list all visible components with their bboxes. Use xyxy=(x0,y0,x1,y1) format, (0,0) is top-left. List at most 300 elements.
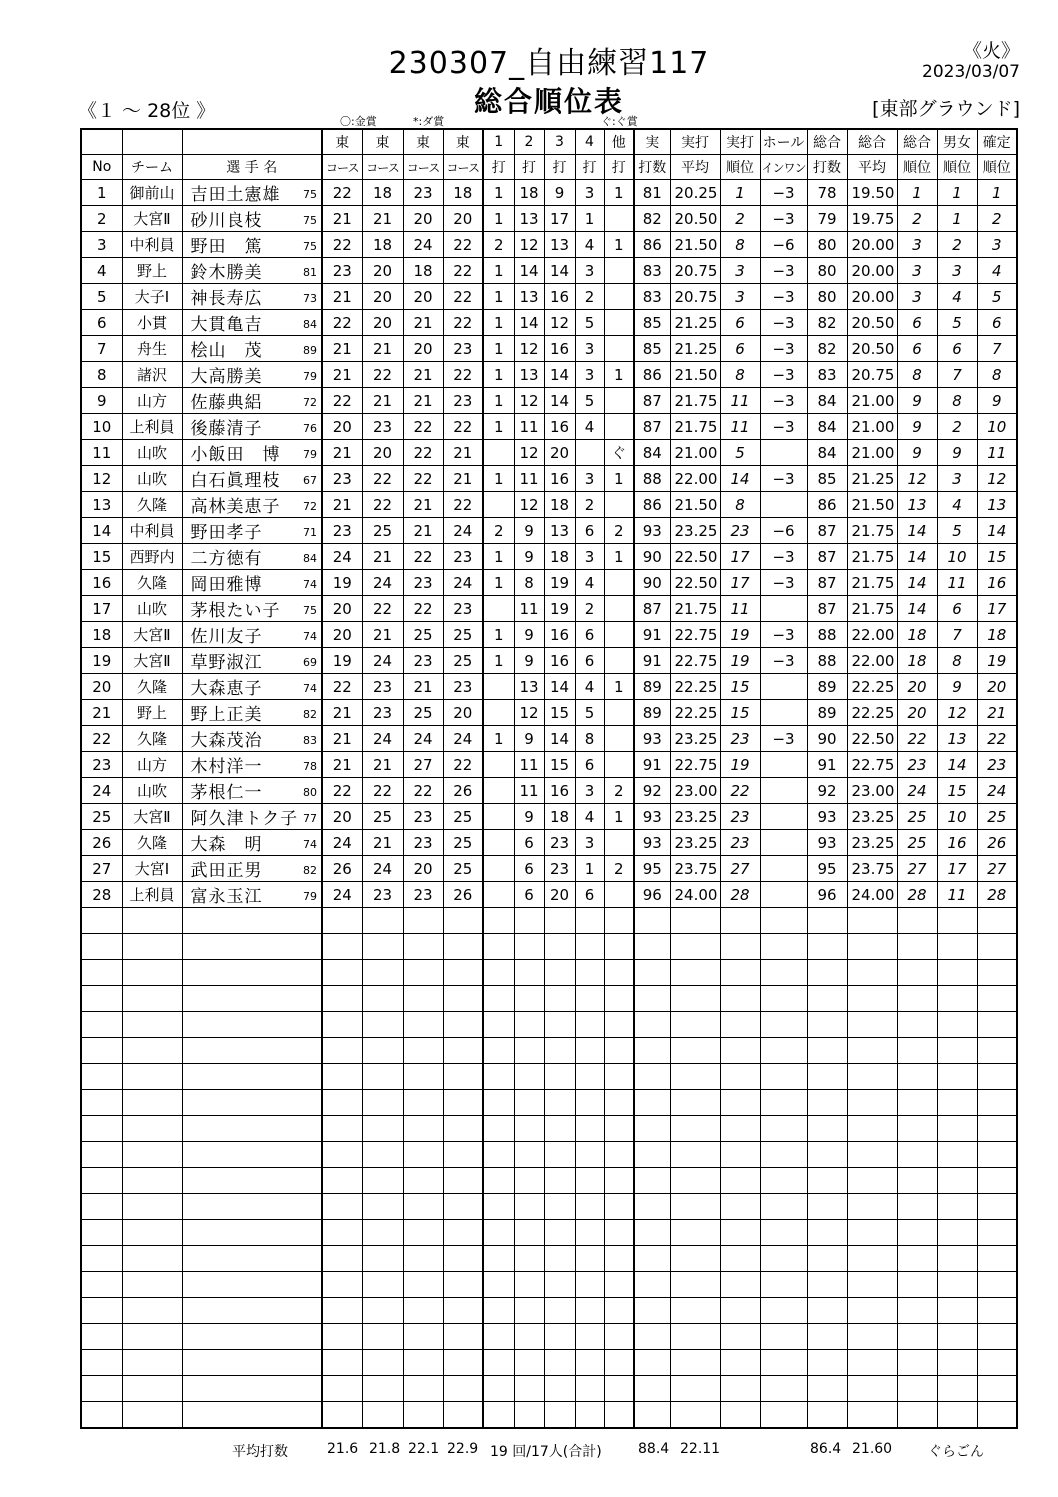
empty-cell xyxy=(575,960,604,986)
empty-cell xyxy=(670,1038,720,1064)
value-cell: 87 xyxy=(807,544,847,570)
empty-cell xyxy=(403,1220,443,1246)
value-cell: 3 xyxy=(897,258,937,284)
value-cell: 21 xyxy=(977,700,1017,726)
player-cell xyxy=(182,778,322,804)
header-cell xyxy=(81,129,122,155)
team-cell: 上利員 xyxy=(122,414,182,440)
player-cell xyxy=(182,336,322,362)
value-cell: 80 xyxy=(807,232,847,258)
empty-cell xyxy=(403,908,443,934)
value-cell: 23 xyxy=(443,544,483,570)
empty-cell xyxy=(575,986,604,1012)
empty-cell xyxy=(122,986,182,1012)
empty-cell xyxy=(483,1012,514,1038)
value-cell: 26 xyxy=(322,856,362,882)
empty-cell xyxy=(122,1012,182,1038)
value-cell xyxy=(760,804,807,830)
empty-cell xyxy=(760,1194,807,1220)
value-cell: −3 xyxy=(760,258,807,284)
value-cell: −3 xyxy=(760,544,807,570)
value-cell: −6 xyxy=(760,518,807,544)
empty-cell xyxy=(514,1324,544,1350)
empty-cell xyxy=(322,1220,362,1246)
value-cell: 20 xyxy=(362,440,403,466)
value-cell: 22.50 xyxy=(670,570,720,596)
empty-cell xyxy=(322,1090,362,1116)
empty-cell xyxy=(760,1168,807,1194)
value-cell: 28 xyxy=(720,882,760,908)
value-cell xyxy=(760,856,807,882)
empty-cell xyxy=(670,908,720,934)
value-cell: 13 xyxy=(514,206,544,232)
empty-cell xyxy=(81,1168,122,1194)
value-cell: 7 xyxy=(977,336,1017,362)
value-cell: 18 xyxy=(544,804,575,830)
value-cell: 9 xyxy=(977,388,1017,414)
value-cell: 1 xyxy=(483,336,514,362)
value-cell: 83 xyxy=(634,258,670,284)
player-name: 小飯田 博 xyxy=(190,445,281,465)
table-row xyxy=(81,518,1017,544)
footer-total-total: 86.4 xyxy=(810,1441,842,1457)
player-age: 72 xyxy=(303,500,317,513)
player-age: 77 xyxy=(303,812,317,825)
value-cell: 28 xyxy=(977,882,1017,908)
empty-cell xyxy=(937,1194,977,1220)
value-cell: 19 xyxy=(720,752,760,778)
value-cell: 20 xyxy=(897,674,937,700)
rank-no-cell: 11 xyxy=(81,440,122,466)
empty-cell xyxy=(670,1402,720,1429)
player-age: 79 xyxy=(303,448,317,461)
empty-cell xyxy=(604,1246,634,1272)
value-cell: 2 xyxy=(604,778,634,804)
team-cell: 山吹 xyxy=(122,596,182,622)
value-cell: −3 xyxy=(760,414,807,440)
value-cell: 23.00 xyxy=(670,778,720,804)
table-row xyxy=(81,726,1017,752)
value-cell: 1 xyxy=(937,206,977,232)
value-cell: 14 xyxy=(897,596,937,622)
value-cell: 18 xyxy=(544,492,575,518)
value-cell: 23.25 xyxy=(670,804,720,830)
empty-cell xyxy=(403,1246,443,1272)
player-cell xyxy=(182,466,322,492)
empty-cell xyxy=(760,1324,807,1350)
value-cell: 2 xyxy=(575,284,604,310)
value-cell: 23 xyxy=(403,648,443,674)
value-cell: 23 xyxy=(362,882,403,908)
header-cell: 打 xyxy=(604,155,634,180)
player-name: 富永玉江 xyxy=(190,887,263,907)
value-cell: 93 xyxy=(634,726,670,752)
empty-cell xyxy=(443,1402,483,1429)
player-name: 大森恵子 xyxy=(190,679,263,699)
value-cell: 4 xyxy=(575,804,604,830)
value-cell: 14 xyxy=(514,310,544,336)
empty-cell xyxy=(977,934,1017,960)
team-cell: 野上 xyxy=(122,700,182,726)
value-cell: 27 xyxy=(403,752,443,778)
header-cell: 3 xyxy=(544,129,575,155)
player-cell xyxy=(182,518,322,544)
value-cell: 9 xyxy=(897,388,937,414)
empty-cell xyxy=(122,1194,182,1220)
empty-cell xyxy=(403,1402,443,1429)
value-cell: 1 xyxy=(483,414,514,440)
value-cell: 3 xyxy=(575,362,604,388)
value-cell xyxy=(604,648,634,674)
value-cell: 22 xyxy=(443,258,483,284)
value-cell: 10 xyxy=(977,414,1017,440)
empty-cell xyxy=(897,1272,937,1298)
header-cell: 打 xyxy=(575,155,604,180)
empty-row xyxy=(81,1194,1017,1220)
value-cell: 5 xyxy=(575,700,604,726)
value-cell: 20 xyxy=(443,700,483,726)
empty-cell xyxy=(575,1298,604,1324)
footer-course2-avg: 21.8 xyxy=(369,1441,401,1457)
value-cell: 4 xyxy=(937,284,977,310)
player-cell xyxy=(182,206,322,232)
table-row xyxy=(81,622,1017,648)
value-cell: 18 xyxy=(362,232,403,258)
empty-cell xyxy=(544,1298,575,1324)
value-cell: −3 xyxy=(760,180,807,206)
empty-cell xyxy=(122,1246,182,1272)
empty-cell xyxy=(670,1272,720,1298)
empty-cell xyxy=(122,1142,182,1168)
empty-cell xyxy=(807,1220,847,1246)
value-cell: 23 xyxy=(403,882,443,908)
empty-cell xyxy=(443,1116,483,1142)
empty-cell xyxy=(760,1116,807,1142)
empty-cell xyxy=(362,1220,403,1246)
table-row xyxy=(81,804,1017,830)
player-name: 鈴木勝美 xyxy=(190,263,263,283)
table-row xyxy=(81,258,1017,284)
value-cell: 82 xyxy=(634,206,670,232)
empty-cell xyxy=(937,1298,977,1324)
empty-cell xyxy=(575,1376,604,1402)
value-cell: 2 xyxy=(575,596,604,622)
empty-cell xyxy=(977,1324,1017,1350)
empty-cell xyxy=(544,960,575,986)
player-name: 茅根たい子 xyxy=(190,601,281,621)
empty-cell xyxy=(182,1350,322,1376)
empty-cell xyxy=(575,1142,604,1168)
value-cell: 84 xyxy=(634,440,670,466)
empty-cell xyxy=(362,960,403,986)
value-cell: 87 xyxy=(634,414,670,440)
empty-cell xyxy=(182,1376,322,1402)
value-cell: 21.75 xyxy=(670,596,720,622)
table-row xyxy=(81,206,1017,232)
header-cell: コース xyxy=(322,155,362,180)
empty-cell xyxy=(362,1246,403,1272)
empty-cell xyxy=(937,908,977,934)
team-cell: 大子Ⅰ xyxy=(122,284,182,310)
value-cell: 2 xyxy=(604,518,634,544)
empty-cell xyxy=(670,1168,720,1194)
empty-cell xyxy=(403,986,443,1012)
empty-cell xyxy=(575,934,604,960)
value-cell: 3 xyxy=(720,258,760,284)
value-cell: 2 xyxy=(483,518,514,544)
empty-cell xyxy=(720,1142,760,1168)
value-cell: 22.75 xyxy=(670,622,720,648)
empty-cell xyxy=(514,1194,544,1220)
empty-cell xyxy=(670,1246,720,1272)
empty-cell xyxy=(977,1116,1017,1142)
empty-cell xyxy=(182,1116,322,1142)
value-cell: 15 xyxy=(720,674,760,700)
rank-no-cell: 10 xyxy=(81,414,122,440)
value-cell: 80 xyxy=(807,258,847,284)
team-cell: 久隆 xyxy=(122,726,182,752)
value-cell: 4 xyxy=(977,258,1017,284)
value-cell: 21.25 xyxy=(670,310,720,336)
value-cell xyxy=(483,492,514,518)
empty-cell xyxy=(937,1402,977,1429)
empty-cell xyxy=(760,908,807,934)
value-cell: 84 xyxy=(807,440,847,466)
rank-no-cell: 8 xyxy=(81,362,122,388)
team-cell: 御前山 xyxy=(122,180,182,206)
empty-cell xyxy=(483,1246,514,1272)
player-age: 69 xyxy=(303,656,317,669)
value-cell: 20.00 xyxy=(847,232,897,258)
empty-cell xyxy=(760,1220,807,1246)
value-cell: 6 xyxy=(897,336,937,362)
value-cell: 22 xyxy=(362,778,403,804)
value-cell: 11 xyxy=(720,596,760,622)
value-cell: 85 xyxy=(634,336,670,362)
header-cell: 東 xyxy=(403,129,443,155)
value-cell: 24 xyxy=(403,726,443,752)
rank-no-cell: 18 xyxy=(81,622,122,648)
value-cell: 19 xyxy=(322,570,362,596)
table-row xyxy=(81,856,1017,882)
empty-cell xyxy=(847,1142,897,1168)
empty-cell xyxy=(182,1012,322,1038)
empty-cell xyxy=(514,1038,544,1064)
empty-row xyxy=(81,1168,1017,1194)
value-cell: 21.50 xyxy=(670,492,720,518)
empty-cell xyxy=(322,1324,362,1350)
value-cell: 18 xyxy=(977,622,1017,648)
value-cell: 22 xyxy=(403,414,443,440)
value-cell: 24 xyxy=(322,544,362,570)
empty-cell xyxy=(322,1168,362,1194)
value-cell: 11 xyxy=(514,414,544,440)
empty-cell xyxy=(403,1142,443,1168)
value-cell: 20 xyxy=(322,596,362,622)
empty-cell xyxy=(514,1272,544,1298)
empty-cell xyxy=(362,986,403,1012)
table-row xyxy=(81,544,1017,570)
value-cell: 22 xyxy=(403,440,443,466)
empty-cell xyxy=(847,1324,897,1350)
empty-cell xyxy=(807,1116,847,1142)
value-cell: 23 xyxy=(720,830,760,856)
value-cell: 23 xyxy=(897,752,937,778)
empty-cell xyxy=(403,960,443,986)
value-cell: 88 xyxy=(634,466,670,492)
table-row xyxy=(81,752,1017,778)
value-cell: 1 xyxy=(575,856,604,882)
value-cell: 22 xyxy=(443,414,483,440)
player-age: 74 xyxy=(303,630,317,643)
empty-cell xyxy=(443,1168,483,1194)
empty-cell xyxy=(403,1012,443,1038)
value-cell: 3 xyxy=(575,466,604,492)
value-cell: −3 xyxy=(760,206,807,232)
value-cell: 20.50 xyxy=(670,206,720,232)
empty-cell xyxy=(544,986,575,1012)
value-cell: 96 xyxy=(634,882,670,908)
empty-cell xyxy=(362,1324,403,1350)
player-cell xyxy=(182,856,322,882)
empty-cell xyxy=(604,908,634,934)
header-cell: 打 xyxy=(544,155,575,180)
value-cell xyxy=(483,882,514,908)
table-row xyxy=(81,440,1017,466)
empty-cell xyxy=(604,1324,634,1350)
empty-cell xyxy=(897,1090,937,1116)
value-cell: 25 xyxy=(362,518,403,544)
team-cell: 西野内 xyxy=(122,544,182,570)
empty-cell xyxy=(483,1064,514,1090)
value-cell: −3 xyxy=(760,388,807,414)
empty-cell xyxy=(760,1090,807,1116)
empty-cell xyxy=(182,1168,322,1194)
value-cell: 23 xyxy=(544,830,575,856)
player-name: 茅根仁一 xyxy=(190,783,263,803)
value-cell: 20.00 xyxy=(847,258,897,284)
value-cell: 21 xyxy=(403,518,443,544)
value-cell: 1 xyxy=(483,388,514,414)
rank-no-cell: 13 xyxy=(81,492,122,518)
header-cell: 東 xyxy=(322,129,362,155)
player-cell xyxy=(182,674,322,700)
value-cell: 5 xyxy=(937,518,977,544)
value-cell: 20 xyxy=(362,258,403,284)
team-cell: 中利員 xyxy=(122,232,182,258)
header-cell: コース xyxy=(443,155,483,180)
empty-cell xyxy=(670,1090,720,1116)
empty-cell xyxy=(483,1220,514,1246)
empty-cell xyxy=(897,934,937,960)
empty-cell xyxy=(937,1168,977,1194)
footer-brand: ぐらごん xyxy=(928,1444,984,1460)
value-cell: 6 xyxy=(575,648,604,674)
empty-cell xyxy=(483,1350,514,1376)
player-cell xyxy=(182,492,322,518)
value-cell: 91 xyxy=(634,648,670,674)
value-cell: 21 xyxy=(362,830,403,856)
value-cell xyxy=(483,752,514,778)
empty-cell xyxy=(634,1038,670,1064)
empty-cell xyxy=(483,1090,514,1116)
value-cell: 19 xyxy=(720,622,760,648)
table-row xyxy=(81,466,1017,492)
empty-cell xyxy=(604,1220,634,1246)
rank-no-cell: 3 xyxy=(81,232,122,258)
header-cell: 実打 xyxy=(670,129,720,155)
empty-cell xyxy=(483,960,514,986)
empty-cell xyxy=(897,1246,937,1272)
value-cell: 9 xyxy=(514,726,544,752)
empty-cell xyxy=(937,1142,977,1168)
value-cell: 9 xyxy=(937,440,977,466)
header-cell: 順位 xyxy=(937,155,977,180)
value-cell xyxy=(760,830,807,856)
value-cell xyxy=(760,674,807,700)
value-cell: 23 xyxy=(977,752,1017,778)
value-cell: 22 xyxy=(322,180,362,206)
value-cell: 23 xyxy=(403,570,443,596)
value-cell xyxy=(604,492,634,518)
value-cell: 14 xyxy=(544,388,575,414)
empty-cell xyxy=(634,1116,670,1142)
empty-cell xyxy=(362,1142,403,1168)
value-cell: 20 xyxy=(362,284,403,310)
player-cell xyxy=(182,414,322,440)
value-cell xyxy=(483,596,514,622)
value-cell: 14 xyxy=(544,726,575,752)
value-cell: 13 xyxy=(514,284,544,310)
value-cell: 23.75 xyxy=(847,856,897,882)
value-cell: 6 xyxy=(575,882,604,908)
value-cell: 1 xyxy=(483,284,514,310)
empty-cell xyxy=(483,1194,514,1220)
empty-cell xyxy=(604,1168,634,1194)
table-row xyxy=(81,180,1017,206)
empty-cell xyxy=(977,960,1017,986)
empty-cell xyxy=(670,1194,720,1220)
value-cell: 1 xyxy=(897,180,937,206)
empty-cell xyxy=(575,1246,604,1272)
empty-cell xyxy=(443,1194,483,1220)
value-cell xyxy=(760,752,807,778)
header-cell xyxy=(182,129,322,155)
empty-cell xyxy=(81,1376,122,1402)
value-cell: 6 xyxy=(514,882,544,908)
header-cell: 他 xyxy=(604,129,634,155)
value-cell: 18 xyxy=(544,544,575,570)
player-name: 草野淑江 xyxy=(190,653,263,673)
value-cell: 87 xyxy=(634,596,670,622)
table-row xyxy=(81,362,1017,388)
footer-total-avg: 21.60 xyxy=(852,1441,893,1457)
empty-cell xyxy=(604,1038,634,1064)
empty-cell xyxy=(182,1402,322,1429)
player-name: 高林美恵子 xyxy=(190,497,281,517)
team-cell: 大宮Ⅱ xyxy=(122,622,182,648)
empty-cell xyxy=(362,1116,403,1142)
value-cell: 23 xyxy=(322,518,362,544)
value-cell: 79 xyxy=(807,206,847,232)
value-cell xyxy=(604,830,634,856)
empty-cell xyxy=(604,1116,634,1142)
empty-cell xyxy=(977,1298,1017,1324)
player-name: 野上正美 xyxy=(190,705,263,725)
empty-cell xyxy=(544,1168,575,1194)
value-cell: 22.75 xyxy=(670,648,720,674)
value-cell: 23.25 xyxy=(847,804,897,830)
